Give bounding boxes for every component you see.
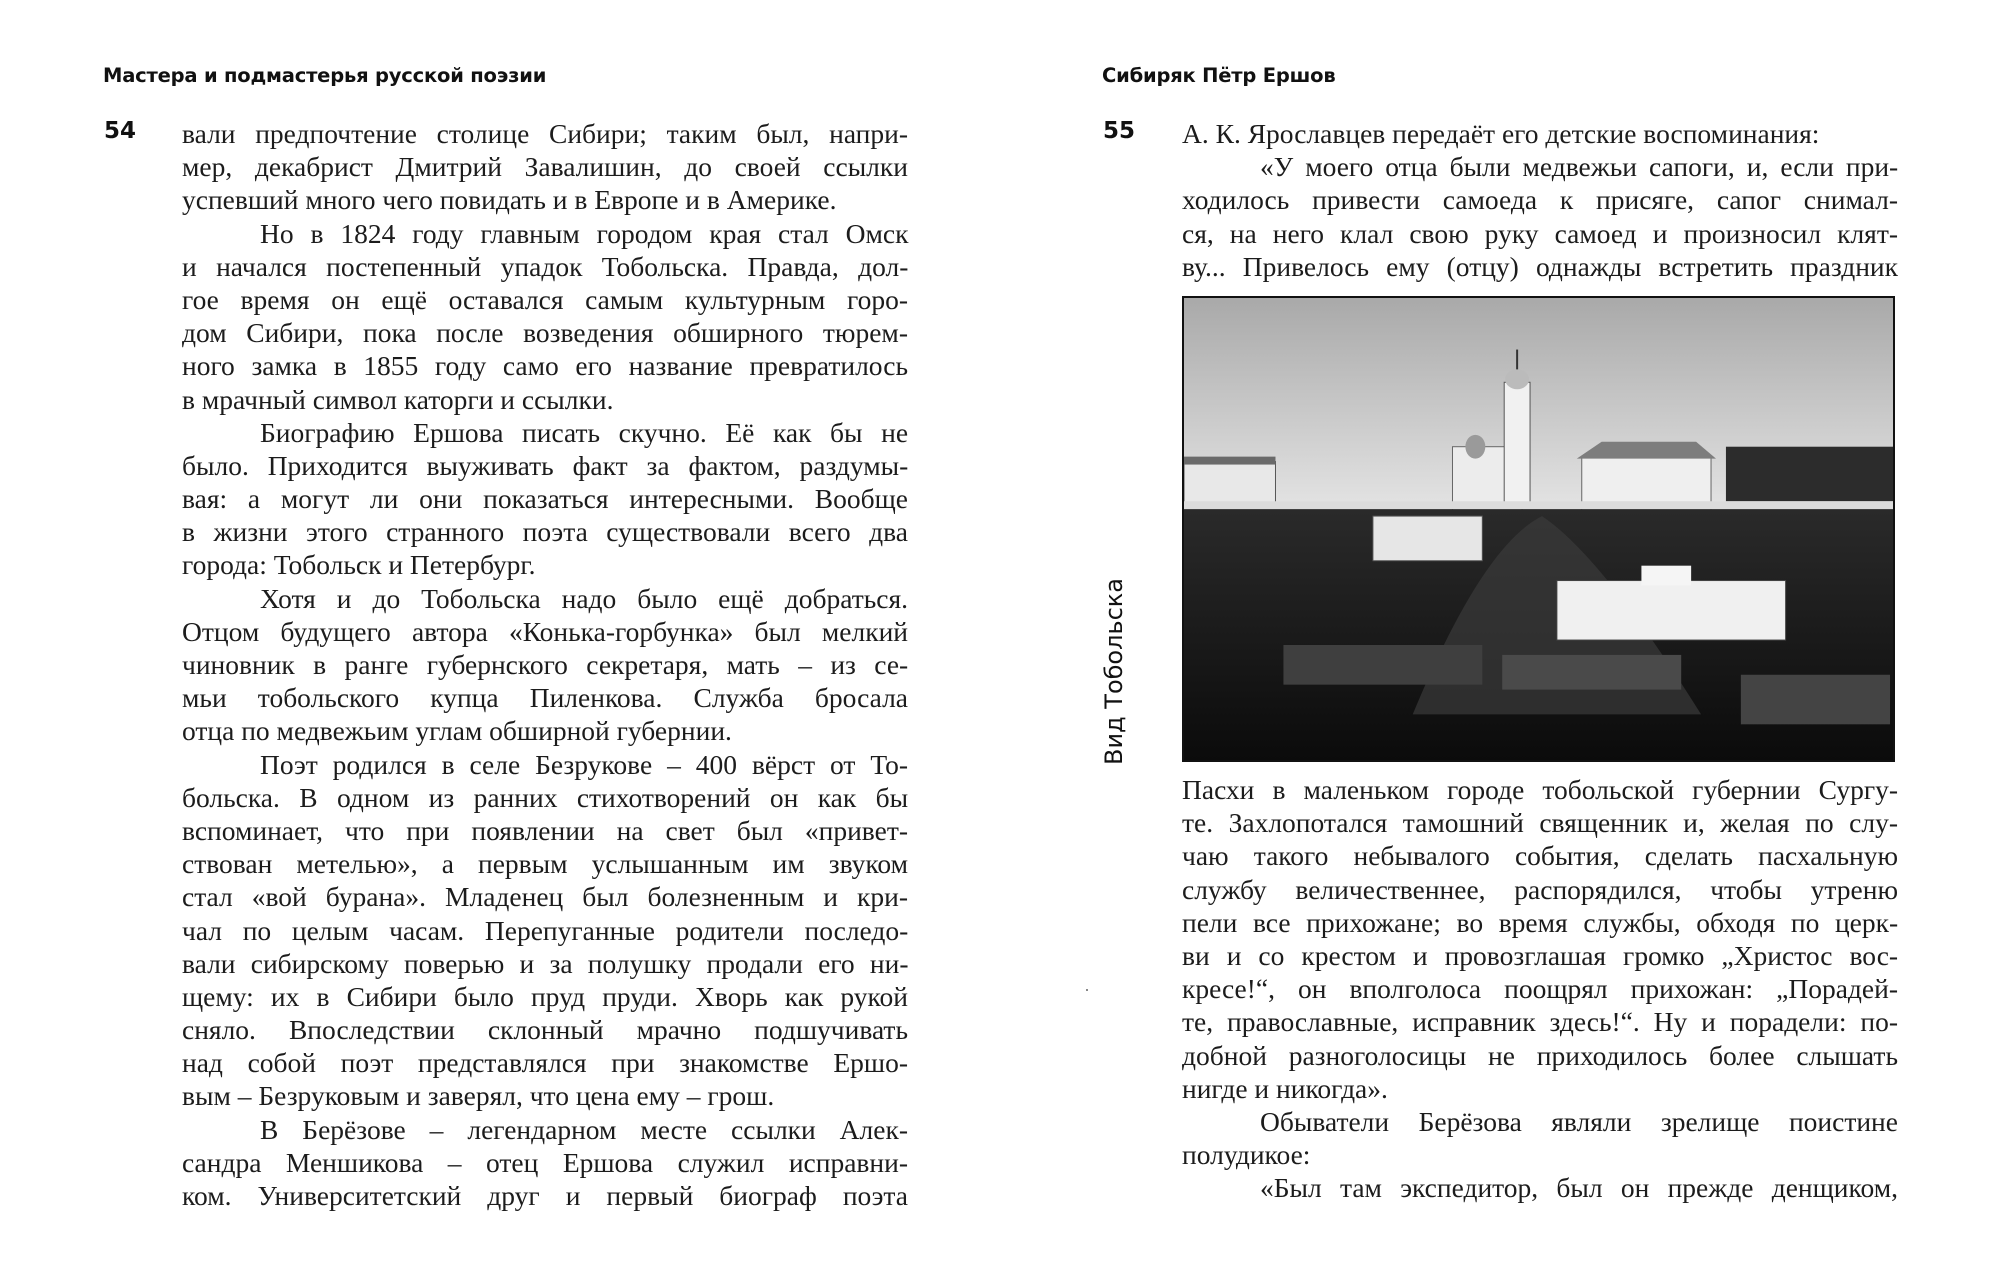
text-line: успевший много чего повидать и в Европе и в Америке. bbox=[182, 184, 837, 216]
text-line: города: Тобольск и Петербург. bbox=[182, 549, 536, 581]
text-line: в мрачный символ каторги и ссылки. bbox=[182, 383, 614, 415]
trees bbox=[1726, 447, 1893, 502]
building bbox=[1557, 581, 1786, 640]
text-line: те, православные, исправник здесь!“. Ну и порадели: по- bbox=[1182, 1006, 1898, 1038]
building bbox=[1184, 462, 1275, 507]
text-line: вым – Безруковым и заверял, что цена ему – грош. bbox=[182, 1080, 775, 1112]
text-line: было. Приходится выуживать факт за фактом, раздумы- bbox=[182, 449, 909, 481]
text-line: дом Сибири, пока после возведения обширного тюрем- bbox=[182, 317, 908, 349]
text-line: В Берёзове – легендарном месте ссылки Алек- bbox=[260, 1113, 908, 1145]
text-line: чиновник в ранге губернского секретаря, мать – из се- bbox=[182, 649, 909, 680]
text-line: пели все прихожане; во время службы, обходя по церк- bbox=[1182, 906, 1899, 938]
text-line: стал «вой бурана». Младенец был болезненным и кри- bbox=[182, 881, 908, 913]
running-head: Сибиряк Пётр Ершов bbox=[1102, 64, 1336, 87]
text-line: ствован метелью», а первым услышанным им звуком bbox=[182, 848, 908, 880]
text-line: вали сибирскому поверью и за полушку продали его ни- bbox=[182, 947, 909, 979]
text-line: вая: а могут ли они показаться интересными. Вообще bbox=[182, 483, 908, 515]
running-head: Мастера и подмастерья русской поэзии bbox=[103, 64, 547, 87]
text-line: щему: их в Сибири было пруд пруди. Хворь как рукой bbox=[182, 980, 908, 1012]
text-line: над собой поэт представлялся при знакомстве Ершо- bbox=[182, 1047, 908, 1079]
rooftops bbox=[1283, 645, 1482, 685]
body-text bbox=[182, 117, 908, 1212]
text-line: вспоминает, что при появлении на свет был «привет- bbox=[182, 814, 908, 846]
text-line: сняло. Впоследствии склонный мрачно подшучивать bbox=[182, 1014, 908, 1046]
text-line: Отцом будущего автора «Конька-горбунка» был мелкий bbox=[182, 615, 908, 647]
text-line: Хотя и до Тобольска надо было ещё добраться. bbox=[260, 582, 908, 614]
print-speck bbox=[1086, 989, 1088, 991]
text-line: вали предпочтение столице Сибири; таким был, напри- bbox=[182, 118, 909, 149]
text-line: отца по медвежьим углам обширной губернии. bbox=[182, 715, 732, 747]
roof bbox=[1184, 457, 1275, 465]
text-line: чал по целым часам. Перепуганные родители последо- bbox=[182, 914, 909, 946]
text-line: «Был там экспедитор, был он прежде денщиком, bbox=[1260, 1172, 1898, 1204]
body-text-before-photo bbox=[1182, 117, 1898, 283]
text-line: мьи тобольского купца Пиленкова. Служба бросала bbox=[182, 682, 908, 714]
text-line: Пасхи в маленьком городе тобольской губернии Сургу- bbox=[1182, 774, 1898, 805]
text-line: Поэт родился в селе Безрукове – 400 вёрст от То- bbox=[260, 748, 908, 780]
text-line: гое время он ещё оставался самым культурным горо- bbox=[182, 283, 908, 315]
photo-illustration bbox=[1184, 298, 1893, 760]
text-line: «У моего отца были медвежьи сапоги, и, если при- bbox=[1260, 151, 1899, 183]
pediment bbox=[1641, 566, 1691, 586]
text-line: службу величественнее, распорядился, чтобы утреню bbox=[1182, 873, 1898, 905]
body-text-after-photo bbox=[1182, 773, 1898, 1204]
bell-tower bbox=[1504, 382, 1530, 506]
text-line: мер, декабрист Дмитрий Завалишин, до своей ссылки bbox=[182, 151, 908, 183]
page-number: 54 bbox=[104, 118, 137, 144]
text-line: ком. Университетский друг и первый биограф поэта bbox=[182, 1180, 908, 1211]
building bbox=[1373, 516, 1482, 561]
photo-caption: Вид Тобольска bbox=[1100, 578, 1128, 765]
page-number: 55 bbox=[1103, 118, 1136, 144]
right-page bbox=[1000, 0, 2000, 1275]
text-line: сандра Меншикова – отец Ершова служил исправни- bbox=[182, 1146, 908, 1178]
text-line: те. Захлопотался тамошний священник и, желая по слу- bbox=[1182, 807, 1898, 839]
wall bbox=[1184, 501, 1893, 509]
text-line: нигде и никогда». bbox=[1182, 1072, 1388, 1104]
text-line: Обыватели Берёзова являли зрелище поистине bbox=[1260, 1105, 1898, 1137]
dome bbox=[1465, 435, 1485, 459]
text-line: ного замка в 1855 году само его название превратилось bbox=[182, 350, 908, 382]
text-line: больска. В одном из ранних стихотворений он как бы bbox=[182, 781, 909, 813]
text-line: кресе!“, он вполголоса поощрял прихожан: „Порадей- bbox=[1182, 973, 1898, 1005]
rooftops bbox=[1502, 655, 1681, 690]
text-line: в жизни этого странного поэта существовали всего два bbox=[182, 516, 908, 548]
tobolsk-photo bbox=[1182, 296, 1895, 762]
text-line: А. К. Ярославцев передаёт его детские воспоминания: bbox=[1182, 118, 1820, 149]
text-line: Биографию Ершова писать скучно. Её как бы не bbox=[260, 416, 909, 448]
text-line: ся, на него клал свою руку самоед и произносил клят- bbox=[1182, 217, 1898, 249]
text-line: и начался постепенный упадок Тобольска. Правда, дол- bbox=[182, 250, 909, 282]
text-line: чаю такого небывалого события, сделать пасхальную bbox=[1182, 840, 1898, 872]
dome bbox=[1505, 369, 1529, 389]
text-line: Но в 1824 году главным городом края стал Омск bbox=[260, 217, 909, 249]
text-line: добной разноголосицы не приходилось более слышать bbox=[1182, 1039, 1898, 1071]
text-line: полудикое: bbox=[1182, 1139, 1311, 1171]
text-line: ву... Привелось ему (отцу) однажды встретить праздник bbox=[1182, 250, 1898, 282]
text-line: ходилось привести самоеда к присяге, сапог снимал- bbox=[1182, 184, 1898, 216]
text-line: ви и со крестом и провозглашая громко „Христос вос- bbox=[1182, 939, 1899, 971]
rooftops bbox=[1741, 675, 1890, 725]
